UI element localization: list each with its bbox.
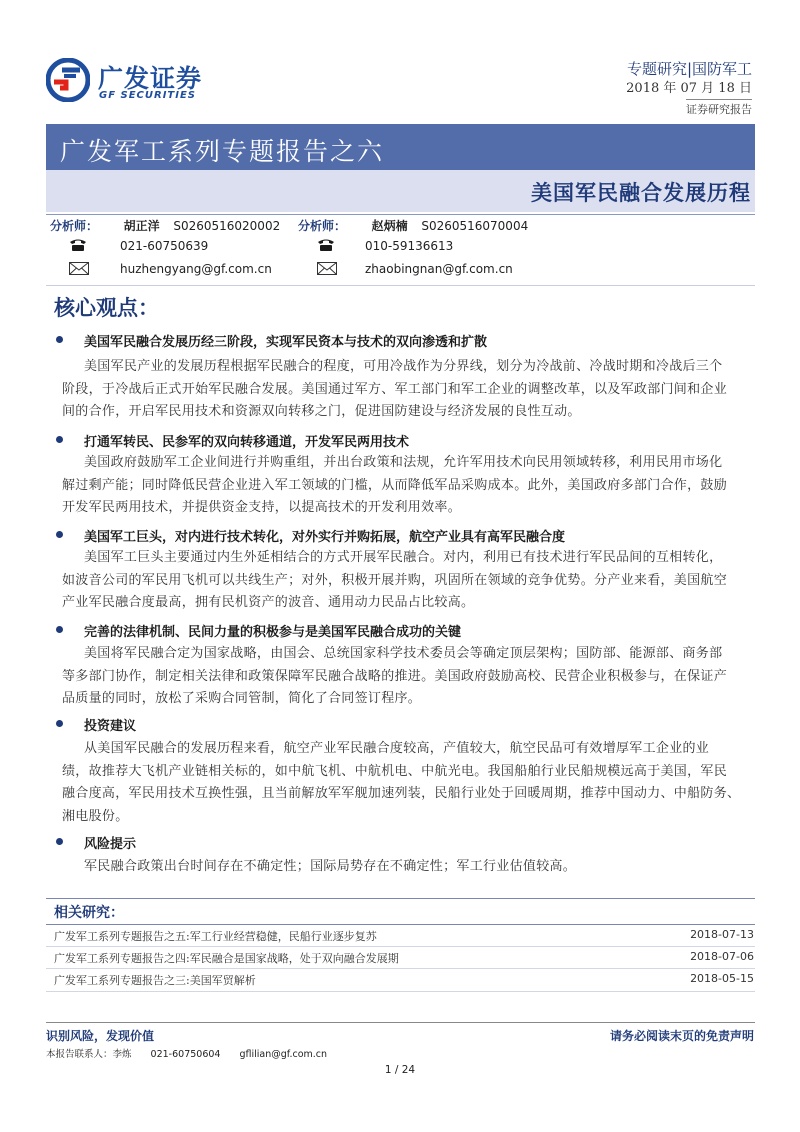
bullet-icon: [56, 626, 63, 633]
analyst-1-row: [50, 218, 280, 234]
analyst-label: 分析师：: [50, 219, 99, 233]
bullet-icon: [56, 531, 63, 538]
paragraph-line: 如波音公司的军民用飞机可以共线生产；对外，积极开展并购，巩固所在领域的竞争优势。分产业来看，美国航空: [62, 572, 728, 588]
paragraph-line: 阶段，于冷战后正式开始军民融合发展。美国通过军方、军工部门和军工企业的调整改革，以及军政部门间和企业: [62, 381, 728, 397]
analyst-phone: 021-60750639: [120, 239, 209, 253]
point-paragraph: [62, 452, 756, 520]
paragraph-line: 品质量的同时，放松了采购合同管制，简化了合同签订程序。: [62, 691, 422, 706]
analyst-email[interactable]: zhaobingnan@gf.com.cn: [365, 262, 513, 276]
paragraph-line: 美国军民产业的发展历程根据军民融合的程度，可用冷战作为分界线，划分为冷战前、冷战时期和冷战后三个: [84, 359, 723, 374]
paragraph-line: 解过剩产能；同时降低民营企业进入军工领域的门槛，从而降低军品采购成本。此外，美国政府多部门合作，鼓励: [62, 477, 728, 493]
report-title: 美国军民融合发展历程: [531, 180, 751, 205]
bullet-icon: [56, 436, 63, 443]
core-views-title: 核心观点：: [54, 295, 159, 320]
point-heading: 投资建议: [84, 719, 137, 734]
related-item-title: 广发军工系列专题报告之四:军民融合是国家战略，处于双向融合发展期: [54, 952, 399, 965]
related-item-date: 2018-07-06: [690, 950, 754, 963]
related-item-title: 广发军工系列专题报告之三:美国军贸解析: [54, 974, 256, 987]
analyst-email[interactable]: huzhengyang@gf.com.cn: [120, 262, 272, 276]
related-research-title: 相关研究：: [54, 905, 124, 921]
bullet-icon: [56, 336, 63, 343]
analyst-name: 赵炳楠: [371, 219, 408, 233]
point-heading: 风险提示: [84, 837, 137, 852]
paragraph-line: 美国军工巨头主要通过内生外延相结合的方式开展军民融合。对内，利用已有技术进行军民品间的互相转化，: [84, 550, 723, 565]
point-paragraph: [62, 738, 756, 828]
analyst-2-row: [298, 218, 528, 234]
paragraph-line: 间的合作，开启军民用技术和资源双向转移之门，促进国防建设与经济发展的良性互动。: [62, 404, 581, 419]
point-paragraph: [62, 356, 756, 424]
contact-email[interactable]: gflilian@gf.com.cn: [239, 1049, 328, 1060]
phone-icon: [68, 237, 88, 252]
divider: [46, 991, 755, 992]
company-logo: [46, 58, 216, 106]
contact-phone: 021-60750604: [150, 1049, 221, 1060]
bullet-icon: [56, 838, 63, 845]
footer-contact: [46, 1046, 343, 1060]
point-paragraph: [62, 643, 756, 711]
paragraph-line: 产业军民融合度最高，拥有民机资产的波音、通用动力民品占比较高。: [62, 595, 475, 610]
point-paragraph: [62, 547, 756, 615]
analyst-label: 分析师：: [298, 219, 347, 233]
report-date: 2018 年 07 月 18 日: [626, 81, 752, 96]
analyst-name: 胡正洋: [123, 219, 160, 233]
paragraph-line: 等多部门协作，制定相关法律和政策保障军民融合战略的推进。美国政府鼓励高校、民营企业积极参与，在保证产: [62, 668, 728, 684]
phone-icon: [316, 237, 336, 252]
related-item-date: 2018-05-15: [690, 972, 754, 985]
analyst-id: S0260516070004: [421, 219, 529, 233]
related-item-title: 广发军工系列专题报告之五:军工行业经营稳健，民船行业逐步复苏: [54, 930, 377, 943]
report-title-band: [46, 170, 755, 212]
bullet-icon: [56, 720, 63, 727]
point-heading: 完善的法律机制、民间力量的积极参与是美国军民融合成功的关键: [84, 625, 462, 640]
related-item-date: 2018-07-13: [690, 928, 754, 941]
gf-logo-icon: [46, 58, 90, 102]
series-title-band: [46, 124, 755, 170]
related-item[interactable]: [54, 925, 754, 947]
logo-text-cn: 广发证券: [98, 64, 203, 93]
point-paragraph: [84, 856, 756, 879]
analyst-id: S0260516020002: [173, 219, 281, 233]
point-heading: 美国军民融合发展历经三阶段，实现军民资本与技术的双向渗透和扩散: [84, 335, 488, 350]
divider: [46, 214, 755, 215]
paragraph-line: 从美国军民融合的发展历程来看，航空产业军民融合度较高，产值较大，航空民品可有效增厚军工企业的业: [84, 741, 710, 756]
paragraph-line: 美国将军民融合定为国家战略，由国会、总统国家科学技术委员会等确定顶层架构；国防部、能源部、商务部: [84, 646, 723, 661]
logo-text-en: GF SECURITIES: [99, 90, 197, 101]
point-heading: 打通军转民、民参军的双向转移通道，开发军民两用技术: [84, 435, 410, 450]
paragraph-line: 开发军民两用技术，并提供资金支持，以提高技术的开发利用效率。: [62, 500, 462, 515]
report-type: 专题研究|国防军工: [626, 60, 752, 78]
paragraph-line: 湘电股份。: [62, 808, 129, 824]
paragraph-line: 绩，故推荐大飞机产业链相关标的，如中航飞机、中航机电、中航光电。我国船舶行业民船规模远高于美国，军民: [62, 763, 728, 779]
header-meta: [626, 58, 752, 119]
analyst-phone: 010-59136613: [365, 239, 454, 253]
paragraph-line: 军民融合政策出台时间存在不确定性；国际局势存在不确定性；军工行业估值较高。: [84, 859, 577, 874]
footer-slogan: 识别风险，发现价值: [46, 1029, 155, 1043]
divider: [46, 285, 755, 286]
email-icon: [69, 262, 89, 275]
email-icon: [317, 262, 337, 275]
paragraph-line: 融合度高，军民用技术互换性强，且当前解放军军舰加速列装，民船行业处于回暖周期，推荐中国动力、中船防务、: [62, 786, 741, 801]
footer-disclaimer-note: 请务必阅读末页的免责声明: [609, 1029, 754, 1043]
footer-divider: [46, 1022, 755, 1023]
page-number: 1 / 24: [384, 1064, 416, 1076]
point-heading: 美国军工巨头，对内进行技术转化，对外实行并购拓展，航空产业具有高军民融合度: [84, 530, 566, 545]
series-title: 广发军工系列专题报告之六: [60, 137, 385, 166]
contact-label: 本报告联系人：李炼: [46, 1049, 132, 1060]
divider: [46, 898, 755, 899]
report-category: 证券研究报告: [686, 99, 752, 119]
related-item[interactable]: [54, 947, 754, 969]
paragraph-line: 美国政府鼓励军工企业间进行并购重组，并出台政策和法规，允许军用技术向民用领域转移，利用民用市场化: [84, 455, 723, 470]
related-item[interactable]: [54, 969, 754, 991]
